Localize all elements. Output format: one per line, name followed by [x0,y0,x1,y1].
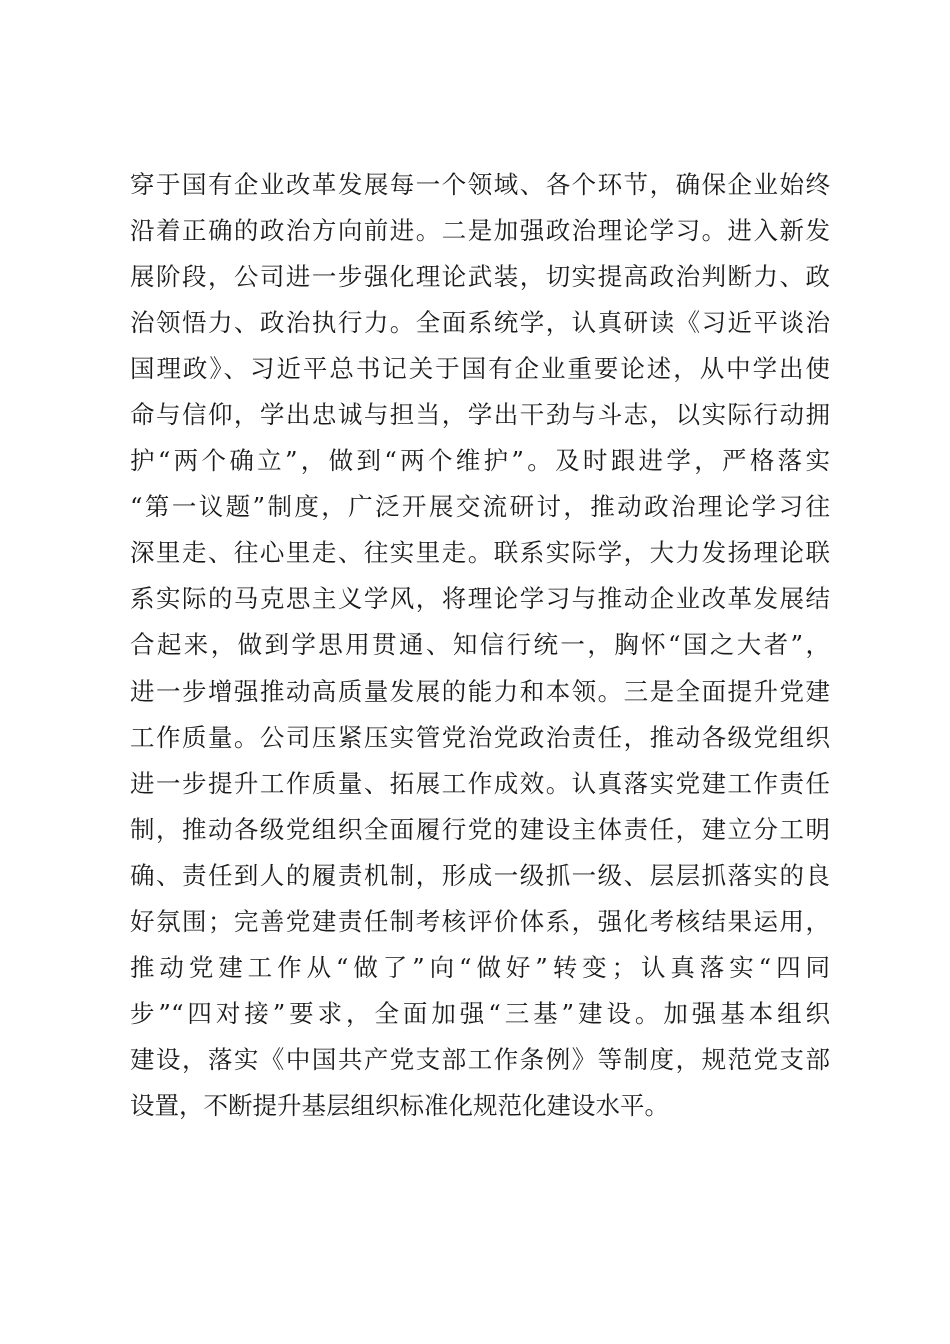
text-line: 确、责任到人的履责机制，形成一级抓一级、层层抓落实的良 [130,860,830,890]
text-line: 建设，落实《中国共产党支部工作条例》等制度，规范党支部 [130,1044,830,1074]
text-line: 工作质量。公司压紧压实管党治党政治责任，推动各级党组织 [130,722,830,752]
text-line: “第一议题”制度，广泛开展交流研讨，推动政治理论学习往 [130,492,830,522]
text-line: 护“两个确立”，做到“两个维护”。及时跟进学，严格落实 [130,446,830,476]
text-line: 穿于国有企业改革发展每一个领域、各个环节，确保企业始终 [130,170,830,199]
text-line: 合起来，做到学思用贯通、知信行统一，胸怀“国之大者”， [130,630,830,660]
text-line: 沿着正确的政治方向前进。二是加强政治理论学习。进入新发 [130,216,830,246]
text-line: 国理政》、习近平总书记关于国有企业重要论述，从中学出使 [130,354,830,384]
text-line: 推动党建工作从“做了”向“做好”转变；认真落实“四同 [130,952,830,982]
text-line: 设置，不断提升基层组织标准化规范化建设水平。 [130,1090,669,1120]
text-line: 制，推动各级党组织全面履行党的建设主体责任，建立分工明 [130,814,830,844]
text-line: 治领悟力、政治执行力。全面系统学，认真研读《习近平谈治 [130,308,830,338]
text-line: 系实际的马克思主义学风，将理论学习与推动企业改革发展结 [130,584,830,614]
text-line: 步”“四对接”要求，全面加强“三基”建设。加强基本组织 [130,998,830,1028]
body-paragraph [130,162,830,1129]
text-line: 进一步提升工作质量、拓展工作成效。认真落实党建工作责任 [130,768,830,798]
text-line: 进一步增强推动高质量发展的能力和本领。三是全面提升党建 [130,676,830,706]
text-line: 命与信仰，学出忠诚与担当，学出干劲与斗志，以实际行动拥 [130,400,830,430]
text-line: 深里走、往心里走、往实里走。联系实际学，大力发扬理论联 [130,538,830,568]
text-line: 展阶段，公司进一步强化理论武装，切实提高政治判断力、政 [130,262,830,292]
text-line: 好氛围；完善党建责任制考核评价体系，强化考核结果运用， [130,906,830,936]
